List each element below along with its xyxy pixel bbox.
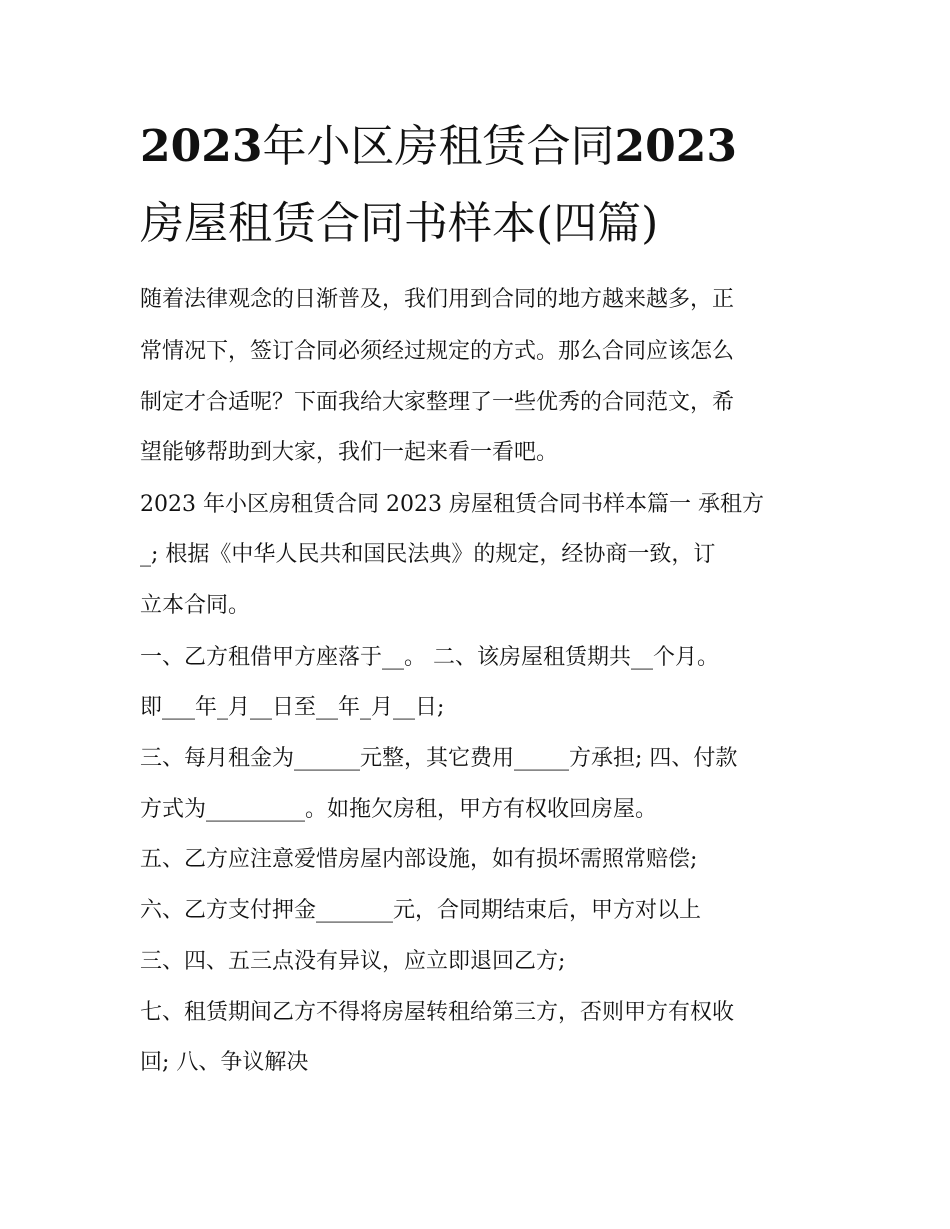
body-line: 立本合同。	[140, 593, 251, 618]
body-line: 制定才合适呢？下面我给大家整理了一些优秀的合同范文，希	[140, 390, 735, 415]
title-year-a: 2023	[140, 121, 263, 172]
title-text-a: 年小区房租赁合同	[262, 121, 615, 172]
body-line: 五、乙方应注意爱惜房屋内部设施，如有损坏需照常赔偿;	[140, 847, 698, 872]
body-line: 即___年_月__日至__年_月__日;	[140, 695, 445, 720]
title-year-b: 2023	[614, 121, 737, 172]
body-line: 随着法律观念的日渐普及，我们用到合同的地方越来越多，正	[140, 287, 735, 312]
document-title-line-2: 房屋租赁合同书样本(四篇)	[140, 198, 659, 249]
document-title-line-1	[140, 123, 820, 171]
body-line: 方式为_________。如拖欠房租，甲方有权收回房屋。	[140, 797, 658, 822]
body-line: 三、四、五三点没有异议，应立即退回乙方;	[140, 949, 566, 974]
body-line: 常情况下，签订合同必须经过规定的方式。那么合同应该怎么	[140, 339, 735, 364]
body-line: 三、每月租金为______元整，其它费用_____方承担; 四、付款	[140, 746, 738, 771]
body-line: 回; 八、争议解决	[140, 1050, 309, 1075]
body-line: 六、乙方支付押金_______元，合同期结束后，甲方对以上	[140, 898, 702, 923]
body-line: 2023 年小区房租赁合同 2023 房屋租赁合同书样本篇一 承租方	[140, 492, 764, 517]
body-line: 一、乙方租借甲方座落于__。 二、该房屋租赁期共__个月。	[140, 645, 719, 670]
body-line: 望能够帮助到大家，我们一起来看一看吧。	[140, 440, 559, 465]
body-line: _; 根据《中华人民共和国民法典》的规定，经协商一致，订	[140, 542, 716, 567]
body-line: 七、租赁期间乙方不得将房屋转租给第三方，否则甲方有权收	[140, 1000, 735, 1025]
